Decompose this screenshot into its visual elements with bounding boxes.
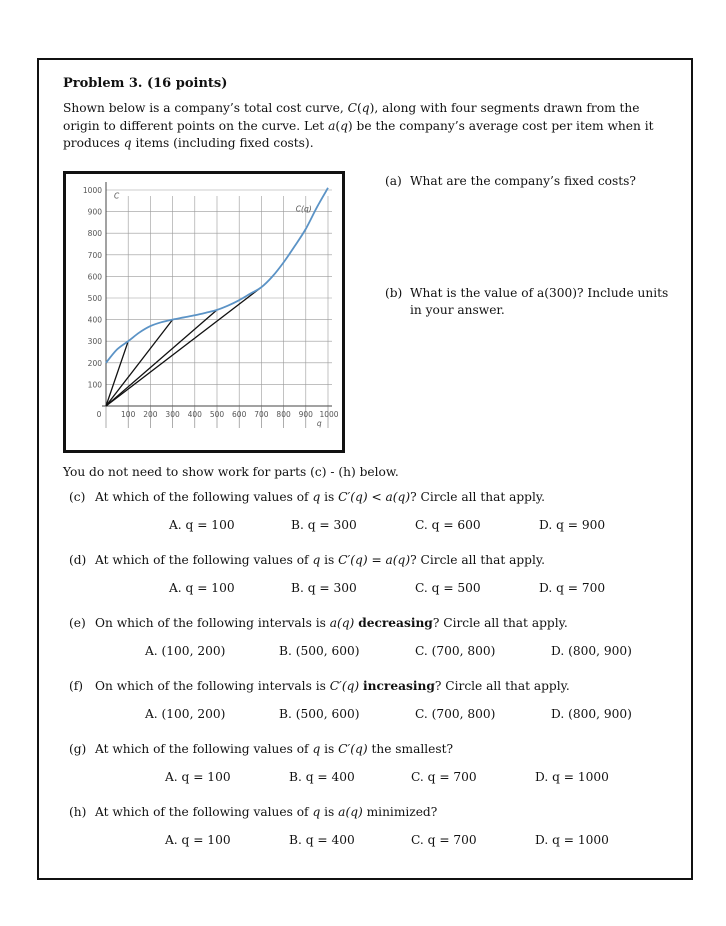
question-expr: C′(q) < a(q) (338, 490, 411, 504)
question-t2: is (320, 742, 339, 756)
answer-option[interactable]: A. (100, 200) (145, 707, 226, 721)
answer-option[interactable]: A. q = 100 (169, 518, 235, 532)
answer-option[interactable]: B. q = 400 (289, 833, 355, 847)
question-t1: On which of the following intervals is (95, 679, 330, 693)
question-label: (f) (69, 679, 84, 693)
answer-option[interactable]: A. (100, 200) (145, 644, 226, 658)
y-tick-label: 300 (87, 337, 102, 347)
origin-segments (106, 287, 261, 406)
problem-intro (63, 100, 677, 153)
question-v1: q (312, 742, 321, 756)
answer-option[interactable]: C. q = 700 (411, 770, 477, 784)
curve-label: C(q) (295, 204, 312, 214)
question-t3: ? Circle all that apply. (410, 553, 546, 567)
question-t3: ? Circle all that apply. (434, 679, 570, 693)
answer-options (69, 770, 679, 788)
answer-option[interactable]: C. (700, 800) (415, 644, 496, 658)
question (69, 616, 679, 658)
answer-option[interactable]: B. (500, 600) (279, 707, 360, 721)
answer-options (69, 518, 679, 536)
answer-option[interactable]: B. (500, 600) (279, 644, 360, 658)
intro-text: ( (356, 101, 362, 115)
answer-option[interactable]: A. q = 100 (165, 770, 231, 784)
answer-option[interactable]: D. q = 1000 (535, 833, 609, 847)
x-tick-label: 100 (121, 410, 136, 419)
question-label: (c) (69, 490, 86, 504)
answer-option[interactable]: C. q = 500 (415, 581, 481, 595)
answer-option[interactable]: D. q = 900 (539, 518, 606, 532)
problem-title: Problem 3. (16 points) (63, 76, 228, 91)
answer-options (69, 833, 679, 851)
instructions-note: You do not need to show work for parts (c) - (h) below. (63, 465, 399, 479)
intro-var: q (361, 101, 370, 115)
question-t1: At which of the following values of (95, 490, 313, 504)
part-b-label: (b) (385, 286, 403, 300)
y-tick-label: 400 (87, 315, 102, 325)
question (69, 490, 679, 532)
part-b-text: What is the value of a(300)? Include units in your answer. (410, 286, 669, 317)
question-t1: At which of the following values of (95, 742, 313, 756)
y-tick-label: 200 (87, 358, 102, 368)
y-tick-labels (83, 186, 102, 389)
answer-option[interactable]: B. q = 300 (291, 581, 357, 595)
question-t3: ? Circle all that apply. (410, 490, 546, 504)
question-label: (g) (69, 742, 87, 756)
intro-text: ) be the company’s average cost per item when it produces (63, 118, 654, 150)
question-expr: C′(q) = a(q) (338, 553, 411, 567)
answer-option[interactable]: B. q = 300 (291, 518, 357, 532)
y-tick-label: 1000 (82, 186, 102, 195)
answer-options (69, 581, 679, 599)
part-a-label: (a) (385, 174, 402, 188)
x-tick-label: 700 (254, 410, 269, 419)
x-tick-label: 200 (143, 410, 158, 419)
intro-var: q (123, 136, 132, 150)
question-t1: On which of the following intervals is (95, 616, 330, 630)
x-tick-label: 300 (165, 410, 180, 419)
chart-canvas (66, 174, 342, 450)
answer-option[interactable]: C. (700, 800) (415, 707, 496, 721)
answer-options (69, 644, 679, 662)
part-a-text: What are the company’s fixed costs? (410, 174, 636, 188)
question-v1: q (312, 805, 321, 819)
question-v1: q (312, 490, 321, 504)
intro-var: q (340, 118, 348, 133)
intro-text: ), along with four segments drawn from the origin to different points on the curve. Let (63, 101, 640, 133)
question-t1: At which of the following values of (95, 805, 313, 819)
x-tick-label: 500 (209, 410, 225, 419)
intro-var: C (347, 101, 357, 115)
y-tick-label: 100 (87, 380, 102, 390)
problem-frame (37, 58, 693, 880)
intro-text: items (including fixed costs). (131, 136, 314, 150)
question-t2: is (320, 805, 339, 819)
answer-option[interactable]: B. q = 400 (289, 770, 355, 784)
x-axis-label: q (316, 419, 322, 428)
y-tick-label: 700 (87, 250, 102, 260)
question-t2: is (320, 553, 339, 567)
answer-option[interactable]: C. q = 700 (411, 833, 477, 847)
question-t3: ? Circle all that apply. (432, 616, 568, 630)
x-tick-label: 800 (276, 410, 291, 419)
answer-option[interactable]: A. q = 100 (165, 833, 231, 847)
answer-option[interactable]: D. (800, 900) (551, 644, 632, 658)
answer-option[interactable]: A. q = 100 (169, 581, 235, 595)
question-expr: C′(q) (338, 742, 368, 756)
y-tick-label: 900 (87, 207, 102, 217)
part-b (385, 285, 679, 319)
question-t3: the smallest? (367, 742, 454, 756)
question-bold: decreasing (358, 616, 433, 630)
question (69, 805, 679, 847)
answer-options (69, 707, 679, 725)
answer-option[interactable]: D. q = 700 (539, 581, 606, 595)
question-v1: a(q) (329, 616, 355, 630)
intro-text: ( (335, 118, 341, 133)
question-v1: q (312, 553, 321, 567)
answer-option[interactable]: D. q = 1000 (535, 770, 609, 784)
question-t3: minimized? (362, 805, 438, 819)
x-tick-label: 0 (96, 410, 102, 419)
question (69, 553, 679, 595)
origin-segment (106, 287, 261, 406)
intro-text: Shown below is a company’s total cost curve, (63, 101, 348, 115)
chart-grid (102, 182, 332, 428)
y-tick-label: 500 (87, 294, 102, 303)
question-expr: a(q) (338, 805, 363, 819)
y-tick-label: 800 (87, 229, 102, 239)
answer-option[interactable]: D. (800, 900) (551, 707, 632, 721)
answer-option[interactable]: C. q = 600 (415, 518, 481, 532)
question-t2: is (320, 490, 339, 504)
question-bold: increasing (363, 679, 435, 693)
x-tick-label: 1000 (319, 410, 339, 419)
intro-var: a (328, 118, 336, 133)
question (69, 679, 679, 721)
question-label: (d) (69, 553, 87, 567)
question (69, 742, 679, 784)
x-tick-label: 900 (298, 410, 313, 419)
y-axis-label: C (114, 191, 120, 201)
x-tick-labels (97, 410, 339, 419)
cost-curve-chart (63, 171, 345, 453)
part-a (385, 173, 679, 190)
question-label: (e) (69, 616, 86, 630)
question-label: (h) (69, 805, 87, 819)
x-tick-label: 600 (232, 410, 247, 419)
question-v1: C′(q) (329, 679, 360, 693)
y-tick-label: 600 (87, 272, 102, 282)
question-t1: At which of the following values of (95, 553, 313, 567)
x-tick-label: 400 (187, 410, 202, 419)
